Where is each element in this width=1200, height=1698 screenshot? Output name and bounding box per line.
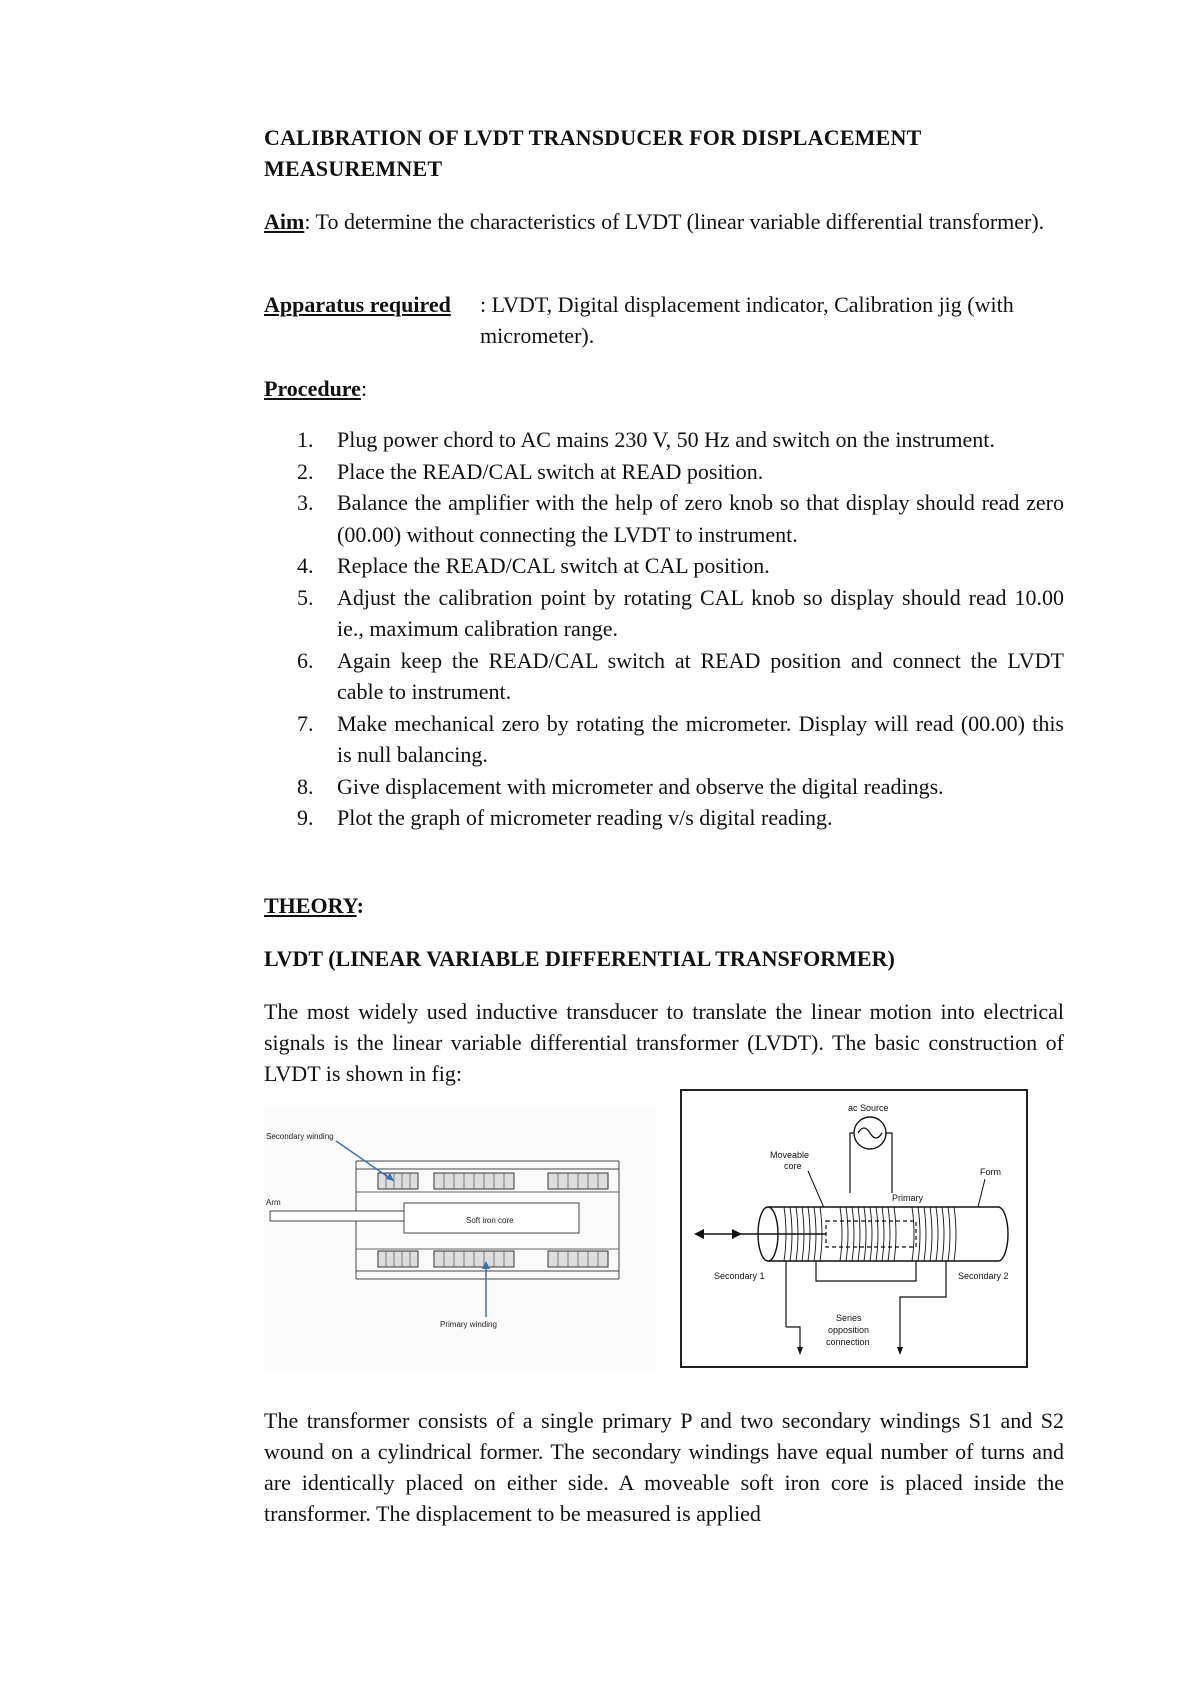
lvdt-subheading: LVDT (LINEAR VARIABLE DIFFERENTIAL TRANSFORMER) xyxy=(264,946,895,971)
procedure-step xyxy=(264,582,1064,645)
procedure-step xyxy=(264,487,1064,550)
aim-paragraph xyxy=(264,206,1064,237)
procedure-steps xyxy=(264,424,1064,834)
procedure-suffix: : xyxy=(360,376,368,401)
apparatus-text: : LVDT, Digital displacement indicator, Calibration jig (with micrometer). xyxy=(480,292,1014,348)
step-number: 4. xyxy=(297,553,314,578)
theory-body: The transformer consists of a single primary P and two secondary windings S1 and S2 wound on a cylindrical former. The secondary windings have equal number of turns and are identically placed on either side. A moveable soft iron core is placed inside the transformer. The displacement to be measured is applied xyxy=(264,1408,1064,1526)
page-title: CALIBRATION OF LVDT TRANSDUCER FOR DISPLACEMENT MEASUREMNET xyxy=(264,125,922,181)
procedure-step xyxy=(264,645,1064,708)
aim-label: Aim xyxy=(264,209,305,234)
secondary-2-label: Secondary 2 xyxy=(958,1271,1009,1281)
procedure-step xyxy=(264,456,1064,488)
theory-label: THEORY xyxy=(264,893,357,918)
step-number: 6. xyxy=(297,647,314,673)
procedure-label: Procedure xyxy=(264,376,361,401)
procedure-step xyxy=(264,550,1064,582)
step-text: Make mechanical zero by rotating the micrometer. Display will read (00.00) this is null balancing. xyxy=(337,710,1064,767)
ac-source-label: ac Source xyxy=(848,1103,889,1113)
step-text: Plot the graph of micrometer reading v/s digital reading. xyxy=(337,805,833,830)
form-label: Form xyxy=(980,1167,1001,1177)
procedure-heading xyxy=(264,373,1064,404)
step-text: Again keep the READ/CAL switch at READ position and connect the LVDT cable to instrument. xyxy=(337,647,1064,704)
step-text: Adjust the calibration point by rotating CAL knob so display should read 10.00 ie., maximum calibration range. xyxy=(337,584,1064,641)
series-label-3: connection xyxy=(826,1337,870,1347)
step-number: 8. xyxy=(297,773,314,799)
step-text: Plug power chord to AC mains 230 V, 50 Hz and switch on the instrument. xyxy=(337,427,995,452)
theory-heading xyxy=(264,890,1064,921)
moveable-core-label-2: core xyxy=(784,1161,802,1171)
procedure-step xyxy=(264,771,1064,803)
procedure-step xyxy=(264,708,1064,771)
step-number: 9. xyxy=(297,805,314,830)
step-text: Replace the READ/CAL switch at CAL position. xyxy=(337,553,770,578)
moveable-core-label-1: Moveable xyxy=(770,1150,810,1160)
soft-iron-core-label: Soft iron core xyxy=(466,1216,514,1225)
apparatus-paragraph xyxy=(264,289,1064,348)
step-text: Balance the amplifier with the help of zero knob so that display should read zero (00.00) without connecting the LVDT to instrument. xyxy=(337,490,1064,547)
lvdt-cross-section-figure xyxy=(264,1107,656,1369)
step-number: 7. xyxy=(297,710,314,736)
arm-label: Arm xyxy=(266,1198,281,1207)
series-label-1: Series xyxy=(836,1313,862,1323)
secondary-1-label: Secondary 1 xyxy=(714,1271,765,1281)
primary-winding-label: Primary winding xyxy=(440,1320,497,1329)
procedure-step xyxy=(264,424,1064,456)
procedure-step xyxy=(264,802,1064,834)
primary-label: Primary xyxy=(892,1193,923,1203)
step-number: 1. xyxy=(297,427,314,452)
aim-text: : To determine the characteristics of LVDT (linear variable differential transformer). xyxy=(304,209,1045,234)
lvdt-schematic-figure xyxy=(680,1089,1028,1368)
step-number: 2. xyxy=(297,458,314,484)
step-number: 3. xyxy=(297,490,314,515)
step-text: Place the READ/CAL switch at READ position. xyxy=(337,458,764,484)
series-label-2: opposition xyxy=(828,1325,870,1335)
secondary-winding-label: Secondary winding xyxy=(266,1132,334,1141)
step-text: Give displacement with micrometer and observe the digital readings. xyxy=(337,773,944,799)
apparatus-label: Apparatus required xyxy=(264,292,451,317)
step-number: 5. xyxy=(297,584,314,610)
theory-intro: The most widely used inductive transducer to translate the linear motion into electrical signals is the linear variable differential transformer (LVDT). The basic construction of LVDT is shown in fig: xyxy=(264,999,1064,1086)
theory-suffix: : xyxy=(356,893,364,918)
